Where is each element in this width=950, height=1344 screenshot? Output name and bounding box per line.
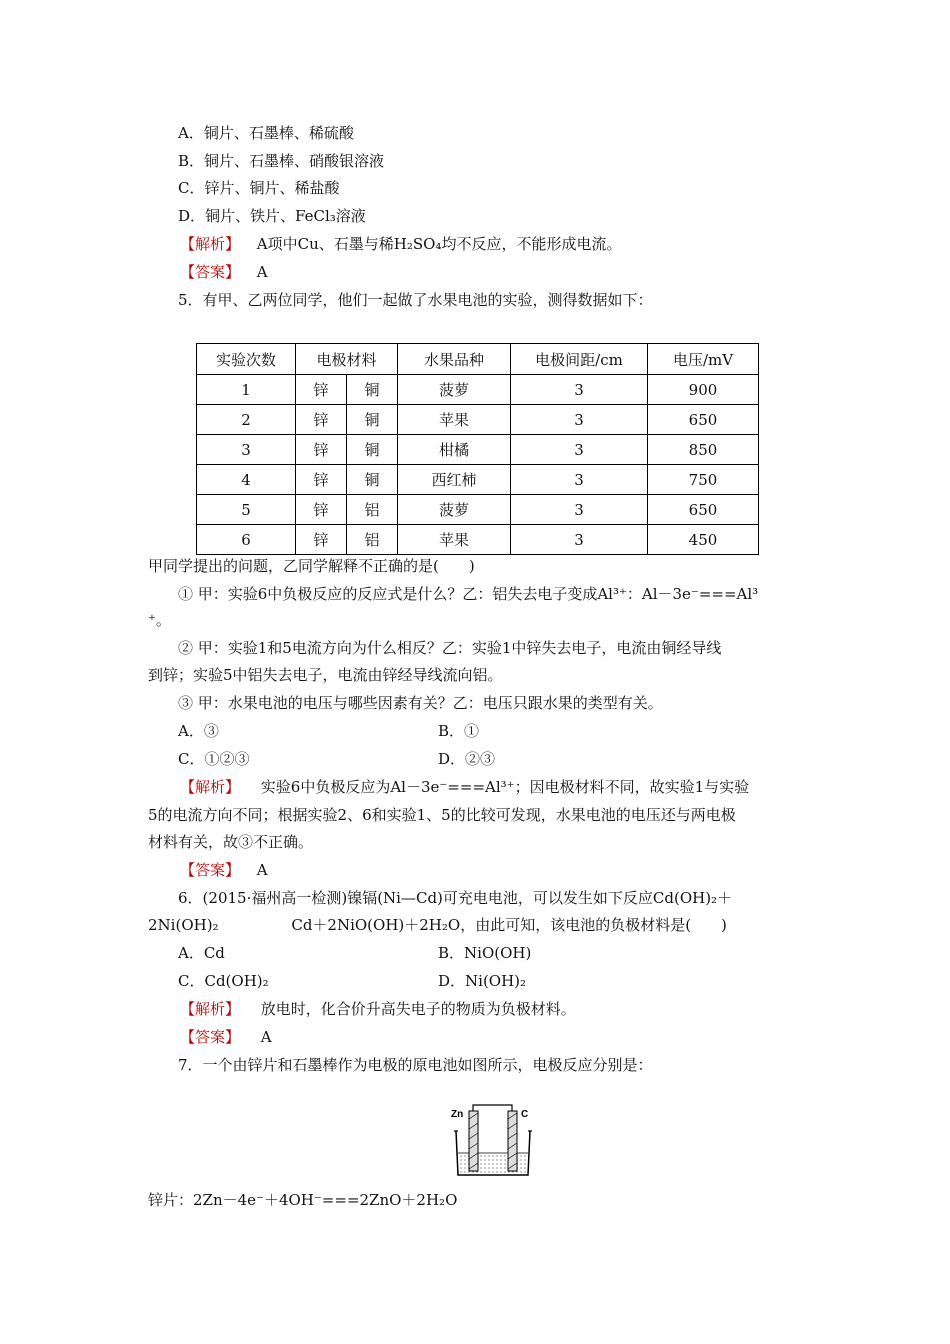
q5-item-2: ② 甲：实验1和5电流方向为什么相反？乙：实验1中锌失去电子，电流由铜经导线 [178, 639, 722, 657]
q4-option-d: D．铜片、铁片、FeCl₃溶液 [178, 207, 366, 225]
answer-tag: 【答案】 [180, 1028, 241, 1046]
q5-analysis-cont-1: 5的电流方向不同；根据实验2、6和实验1、5的比较可发现，水果电池的电压还与两电极 [148, 806, 736, 824]
table-row [197, 375, 759, 405]
table-cell: 3 [511, 375, 648, 405]
table-cell: 450 [648, 525, 759, 555]
zinc-label: Zn [451, 1109, 464, 1120]
table-row [197, 495, 759, 525]
q5-analysis-cont-2: 材料有关，故③不正确。 [148, 833, 314, 851]
table-cell: 3 [511, 525, 648, 555]
q5-item-2-cont: 到锌；实验5中铝失去电子，电流由锌经导线流向铝。 [148, 666, 503, 684]
fruit-battery-table [196, 343, 759, 555]
table-cell: 750 [648, 465, 759, 495]
answer-text: A [256, 263, 268, 281]
q6-option-a: A．Cd [178, 944, 225, 962]
header-cell: 实验次数 [197, 344, 296, 375]
table-cell: 3 [511, 465, 648, 495]
table-row [197, 525, 759, 555]
table-cell: 2 [197, 405, 296, 435]
q5-item-1-cont: ⁺。 [148, 611, 171, 629]
table-cell: 西红柿 [398, 465, 511, 495]
table-cell: 650 [648, 405, 759, 435]
table-cell: 锌 [296, 495, 347, 525]
table-cell: 铜 [347, 405, 398, 435]
q6-option-b: B．NiO(OH) [438, 944, 532, 962]
table-cell: 850 [648, 435, 759, 465]
table-row [197, 435, 759, 465]
q6-product: Cd＋2NiO(OH)＋2H₂O，由此可知，该电池的负极材料是( ) [291, 916, 727, 934]
galvanic-cell-figure [450, 1103, 535, 1178]
analysis-tag: 【解析】 [180, 235, 241, 253]
q4-option-b: B．铜片、石墨棒、硝酸银溶液 [178, 152, 385, 170]
q6-option-d: D．Ni(OH)₂ [438, 972, 527, 990]
table-cell: 菠萝 [398, 375, 511, 405]
q4-answer [180, 262, 268, 282]
table-cell: 3 [511, 405, 648, 435]
answer-tag: 【答案】 [180, 861, 241, 879]
table-cell: 菠萝 [398, 495, 511, 525]
q6-reactant: 2Ni(OH)₂ [148, 916, 219, 934]
q6-analysis [180, 999, 576, 1019]
carbon-label: C [521, 1109, 529, 1120]
table-cell: 4 [197, 465, 296, 495]
table-cell: 锌 [296, 525, 347, 555]
q6-stem-cont [148, 915, 727, 935]
table-cell: 5 [197, 495, 296, 525]
q5-option-b: B．① [438, 722, 480, 740]
table-cell: 柑橘 [398, 435, 511, 465]
q5-question: 甲同学提出的问题，乙同学解释不正确的是( ) [148, 557, 475, 575]
answer-text: A [256, 861, 268, 879]
answer-tag: 【答案】 [180, 263, 241, 281]
q5-answer [180, 860, 268, 880]
table-row [197, 465, 759, 495]
table-cell: 苹果 [398, 405, 511, 435]
q5-item-3: ③ 甲：水果电池的电压与哪些因素有关？乙：电压只跟水果的类型有关。 [178, 694, 663, 712]
analysis-text: A项中Cu、石墨与稀H₂SO₄均不反应，不能形成电流。 [256, 235, 622, 253]
table-cell: 铜 [347, 465, 398, 495]
header-cell: 电极间距/cm [511, 344, 648, 375]
q7-stem: 7．一个由锌片和石墨棒作为电极的原电池如图所示，电极反应分别是： [178, 1056, 653, 1074]
table-cell: 900 [648, 375, 759, 405]
table-cell: 3 [511, 495, 648, 525]
table-cell: 铝 [347, 495, 398, 525]
q5-option-a: A．③ [178, 722, 219, 740]
table-header-row [197, 344, 759, 375]
header-cell: 电极材料 [296, 344, 398, 375]
table-cell: 铜 [347, 435, 398, 465]
q6-option-c: C．Cd(OH)₂ [178, 972, 269, 990]
table-cell: 3 [197, 435, 296, 465]
header-cell: 电压/mV [648, 344, 759, 375]
q4-option-a: A．铜片、石墨棒、稀硫酸 [178, 124, 354, 142]
table-cell: 650 [648, 495, 759, 525]
q7-zinc-reaction: 锌片：2Zn－4e⁻＋4OH⁻===2ZnO＋2H₂O [148, 1191, 458, 1209]
q6-answer [180, 1027, 272, 1047]
analysis-tag: 【解析】 [180, 1000, 241, 1018]
table-cell: 铜 [347, 375, 398, 405]
table-cell: 1 [197, 375, 296, 405]
table-cell: 锌 [296, 405, 347, 435]
q5-option-c: C．①②③ [178, 750, 250, 768]
q5-item-1: ① 甲：实验6中负极反应的反应式是什么？乙：铝失去电子变成Al³⁺：Al－3e⁻===Al³ [178, 585, 759, 603]
table-cell: 锌 [296, 465, 347, 495]
analysis-text: 放电时，化合价升高失电子的物质为负极材料。 [260, 1000, 576, 1018]
q4-option-c: C．锌片、铜片、稀盐酸 [178, 179, 340, 197]
q5-option-d: D．②③ [438, 750, 496, 768]
q5-stem: 5．有甲、乙两位同学，他们一起做了水果电池的实验，测得数据如下： [178, 291, 653, 309]
analysis-tag: 【解析】 [180, 778, 241, 796]
carbon-electrode [508, 1111, 517, 1171]
table-cell: 苹果 [398, 525, 511, 555]
table-cell: 3 [511, 435, 648, 465]
q6-stem: 6．(2015·福州高一检测)镍镉(Ni—Cd)可充电电池，可以发生如下反应Cd(OH)₂＋ [178, 889, 733, 907]
zinc-electrode [469, 1111, 478, 1171]
q5-analysis [180, 777, 749, 797]
table-cell: 锌 [296, 375, 347, 405]
table-cell: 铝 [347, 525, 398, 555]
table-cell: 6 [197, 525, 296, 555]
header-cell: 水果品种 [398, 344, 511, 375]
answer-text: A [260, 1028, 272, 1046]
q4-analysis [180, 234, 621, 254]
table-row [197, 405, 759, 435]
analysis-text: 实验6中负极反应为Al－3e⁻===Al³⁺；因电极材料不同，故实验1与实验 [260, 778, 750, 796]
table-cell: 锌 [296, 435, 347, 465]
